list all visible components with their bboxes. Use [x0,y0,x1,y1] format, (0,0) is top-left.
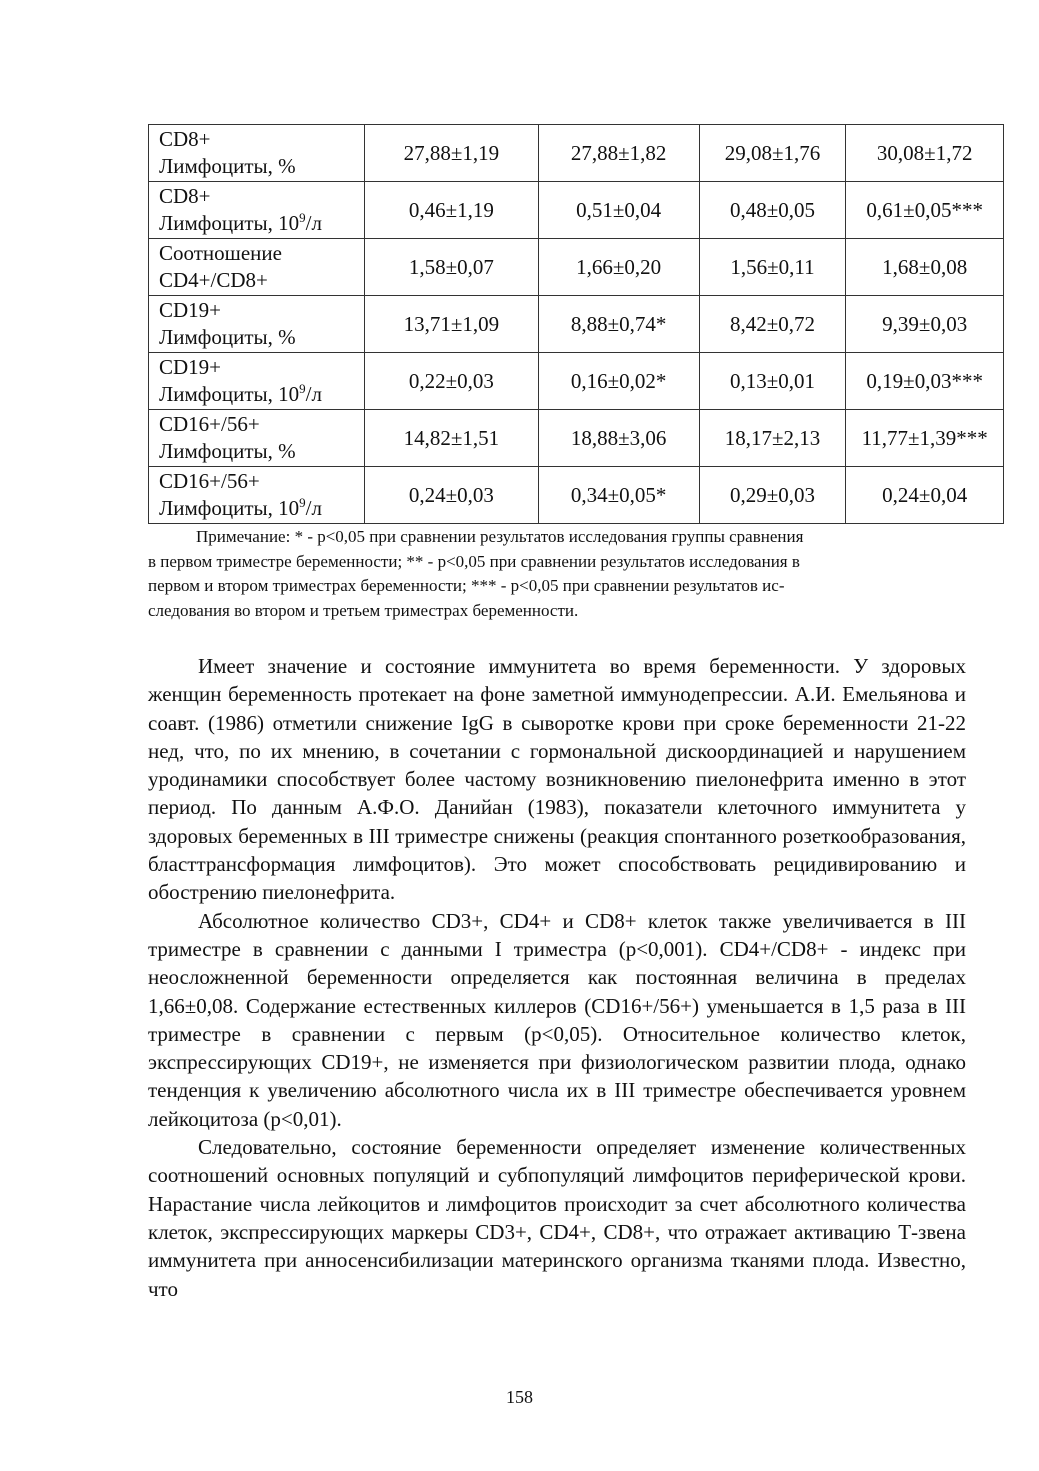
table-cell: 27,88±1,19 [365,125,538,182]
page-number: 158 [506,1387,533,1407]
footnote-line: первом и втором триместрах беременности; *** - p<0,05 при сравнении результатов ис- [148,576,785,595]
table-cell: 0,19±0,03*** [846,353,1004,410]
table-cell: 8,88±0,74* [538,296,699,353]
table-footnote [148,525,968,623]
table-cell: 1,58±0,07 [365,239,538,296]
table-cell: 0,13±0,01 [699,353,846,410]
row-label: Соотношение CD4+/CD8+ [149,239,365,296]
table-row [149,182,1004,239]
lymphocyte-table [148,124,1004,524]
table-cell: 1,66±0,20 [538,239,699,296]
footnote-line: Примечание: * - p<0,05 при сравнении результатов исследования группы сравнения [196,527,804,546]
table-cell: 0,22±0,03 [365,353,538,410]
row-label: CD19+ Лимфоциты, % [149,296,365,353]
footnote-line: следования во втором и третьем триместрах беременности. [148,600,579,620]
table-cell: 0,48±0,05 [699,182,846,239]
paragraph: Имеет значение и состояние иммунитета во время беременности. У здоровых женщин беременность протекает на фоне заметной иммунодепрессии. А.И. Емельянова и соавт. (1986) отметили снижение IgG в сыворотке крови при сроке беременности 21-22 нед, что, по их мнению, в сочетании с гормональной дискоординацией и нарушением уродинамики способствует более частому возникновению пиелонефрита именно в этот период. По данным А.Ф.О. Данийан (1983), показатели клеточного иммунитета у здоровых беременных в III триместре снижены (реакция спонтанного розеткообразования, бласттрансформация лимфоцитов). Это может способствовать рецидивированию и обострению пиелонефрита. [148,654,966,905]
table-cell: 0,61±0,05*** [846,182,1004,239]
table-cell: 18,88±3,06 [538,410,699,467]
paragraph: Абсолютное количество CD3+, CD4+ и CD8+ клеток также увеличивается в III триместре в сравнении с данными I триместра (p<0,001). CD4+/CD8+ - индекс при неосложненной беременности определяется как постоянная величина в пределах 1,66±0,08. Содержание естественных киллеров (CD16+/56+) уменьшается в 1,5 раза в III триместре в сравнении с первым (p<0,05). Относительное количество клеток, экспрессирующих CD19+, не изменяется при физиологическом развитии плода, однако тенденция к увеличению абсолютного числа их в III триместре обеспечивается уровнем лейкоцитоза (p<0,01). [148,908,966,1131]
table-cell: 0,29±0,03 [699,467,846,524]
table-row [149,239,1004,296]
table-cell: 0,34±0,05* [538,467,699,524]
table-cell: 29,08±1,76 [699,125,846,182]
body-text [148,652,966,1303]
row-label: CD16+/56+ Лимфоциты, $10^9/л$ [149,467,365,524]
table-cell: 27,88±1,82 [538,125,699,182]
table-cell: 18,17±2,13 [699,410,846,467]
table-cell: 0,46±1,19 [365,182,538,239]
table-cell: 0,16±0,02* [538,353,699,410]
table-cell: 8,42±0,72 [699,296,846,353]
table-cell: 1,68±0,08 [846,239,1004,296]
table-cell: 0,24±0,04 [846,467,1004,524]
table-cell: 13,71±1,09 [365,296,538,353]
row-label: CD16+/56+ Лимфоциты, % [149,410,365,467]
footnote-line: в первом триместре беременности; ** - p<0,05 при сравнении результатов исследования в [148,551,800,571]
paragraph: Следовательно, состояние беременности определяет изменение количественных соотношений основных популяций и субпопуляций лимфоцитов периферической крови. Нарастание числа лейкоцитов и лимфоцитов происходит за счет абсолютного количества клеток, экспрессирующих маркеры CD3+, CD4+, CD8+, что отражает активацию Т-звена иммунитета при анносенсибилизации материнского организма тканями плода. Известно, что [148,1135,966,1301]
table-cell: 11,77±1,39*** [846,410,1004,467]
table-row [149,125,1004,182]
table-cell: 1,56±0,11 [699,239,846,296]
row-label: CD19+ Лимфоциты, $10^9/л$ [149,353,365,410]
table-cell: 30,08±1,72 [846,125,1004,182]
table-cell: 14,82±1,51 [365,410,538,467]
table-cell: 9,39±0,03 [846,296,1004,353]
table-row [149,410,1004,467]
table-cell: 0,51±0,04 [538,182,699,239]
row-label: CD8+ Лимфоциты, % [149,125,365,182]
table-row [149,467,1004,524]
table-row [149,296,1004,353]
table-cell: 0,24±0,03 [365,467,538,524]
table-row [149,353,1004,410]
row-label: CD8+ Лимфоциты, $10^9/л$ [149,182,365,239]
